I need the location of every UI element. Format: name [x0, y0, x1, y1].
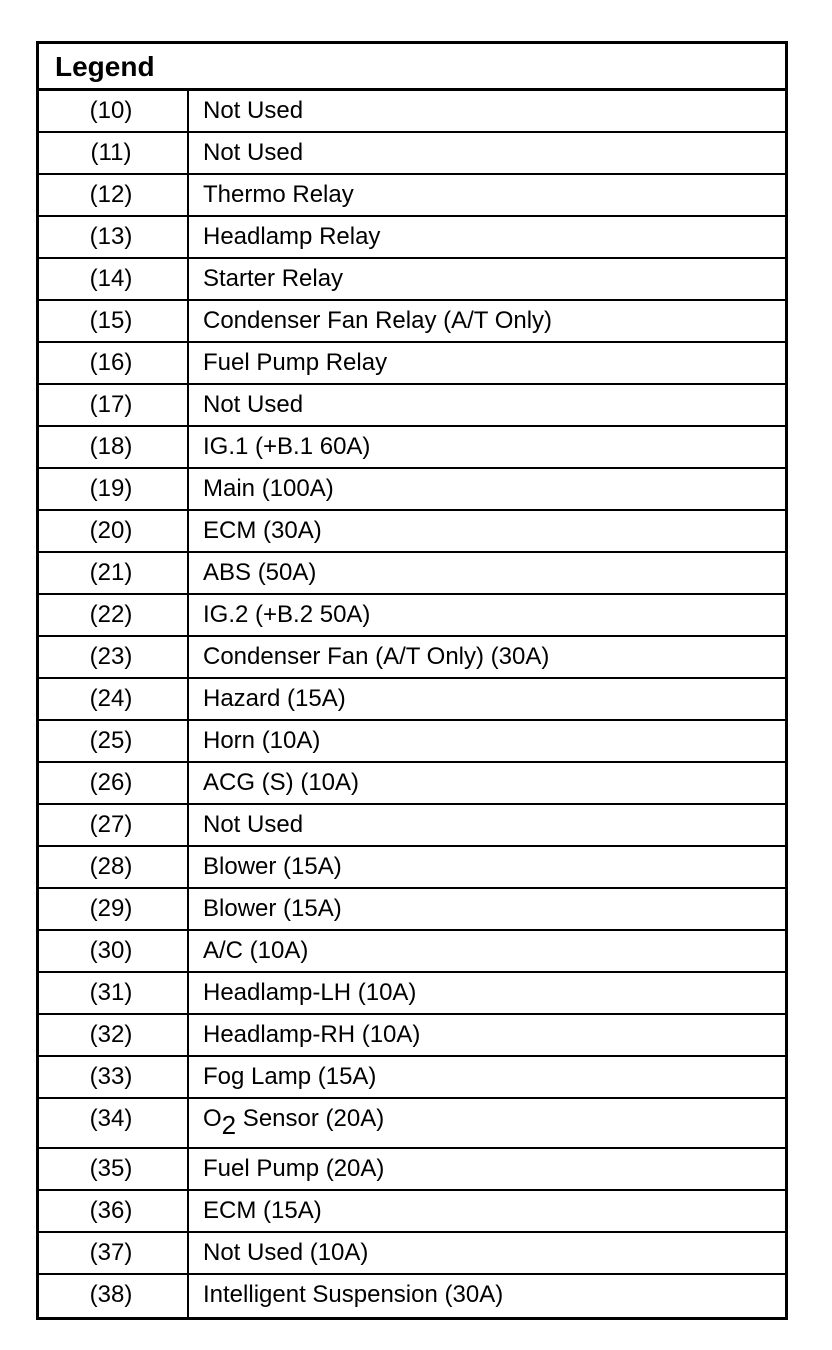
legend-row-description: Condenser Fan (A/T Only) (30A) [203, 643, 550, 670]
legend-row-number: (12) [39, 175, 189, 215]
legend-row-description: Not Used [203, 811, 304, 838]
legend-row-description: Hazard (15A) [203, 685, 346, 712]
legend-row [39, 973, 785, 1015]
legend-row-number: (29) [39, 889, 189, 929]
legend-row-description: Fog Lamp (15A) [203, 1063, 377, 1090]
legend-row-description: IG.2 (+B.2 50A) [203, 601, 371, 628]
legend-row-number: (24) [39, 679, 189, 719]
legend-row-description: Main (100A) [203, 475, 334, 502]
legend-row-number: (19) [39, 469, 189, 509]
legend-row-description: Intelligent Suspension (30A) [203, 1281, 504, 1308]
legend-row [39, 805, 785, 847]
legend-row [39, 469, 785, 511]
legend-row [39, 217, 785, 259]
legend-row-description [189, 1099, 785, 1147]
legend-row-number: (11) [39, 133, 189, 173]
legend-row-description: Blower (15A) [203, 895, 342, 922]
legend-row [39, 1057, 785, 1099]
legend-row [39, 763, 785, 805]
legend-row-description: Headlamp-LH (10A) [203, 979, 417, 1006]
legend-row-number: (23) [39, 637, 189, 677]
legend-row [39, 511, 785, 553]
legend-row [39, 175, 785, 217]
legend-row-number: (15) [39, 301, 189, 341]
legend-row [39, 91, 785, 133]
legend-row [39, 553, 785, 595]
description-subscript: 2 [221, 1110, 237, 1140]
legend-row-number: (20) [39, 511, 189, 551]
legend-row-description: Thermo Relay [203, 181, 354, 208]
legend-row-number: (18) [39, 427, 189, 467]
legend-row [39, 1099, 785, 1149]
legend-row-description: Not Used [203, 139, 304, 166]
legend-row-number: (36) [39, 1191, 189, 1231]
legend-row-number: (32) [39, 1015, 189, 1055]
legend-row-number: (16) [39, 343, 189, 383]
legend-row-description: Headlamp Relay [203, 223, 381, 250]
legend-row [39, 301, 785, 343]
legend-row-number: (37) [39, 1233, 189, 1273]
legend-row-description: Not Used [203, 391, 304, 418]
legend-row-number: (21) [39, 553, 189, 593]
legend-table [36, 41, 788, 1320]
legend-row-description: Not Used (10A) [203, 1239, 369, 1266]
legend-row-number: (17) [39, 385, 189, 425]
legend-row-description: ABS (50A) [203, 559, 317, 586]
legend-row-number: (22) [39, 595, 189, 635]
legend-row [39, 1015, 785, 1057]
legend-row-number: (31) [39, 973, 189, 1013]
legend-title: Legend [39, 44, 785, 91]
legend-row [39, 931, 785, 973]
legend-row [39, 637, 785, 679]
legend-row-description: Starter Relay [203, 265, 344, 292]
legend-row-number: (30) [39, 931, 189, 971]
legend-row-number: (28) [39, 847, 189, 887]
legend-row-number: (26) [39, 763, 189, 803]
legend-row-number: (35) [39, 1149, 189, 1189]
legend-rows [39, 91, 785, 1317]
legend-row [39, 889, 785, 931]
legend-row-description: IG.1 (+B.1 60A) [203, 433, 371, 460]
legend-row [39, 1275, 785, 1317]
legend-row-description: A/C (10A) [203, 937, 309, 964]
legend-row [39, 385, 785, 427]
legend-row-number: (33) [39, 1057, 189, 1097]
description-prefix: O [203, 1105, 222, 1132]
legend-row [39, 679, 785, 721]
legend-row [39, 343, 785, 385]
legend-row-description: Not Used [203, 97, 304, 124]
legend-row-number: (27) [39, 805, 189, 845]
legend-row-description: ECM (30A) [203, 517, 322, 544]
legend-row [39, 595, 785, 637]
legend-row [39, 1149, 785, 1191]
legend-row-description: Headlamp-RH (10A) [203, 1021, 421, 1048]
legend-row-number: (13) [39, 217, 189, 257]
legend-row-number: (38) [39, 1275, 189, 1317]
legend-row [39, 133, 785, 175]
legend-row [39, 847, 785, 889]
legend-row [39, 1191, 785, 1233]
legend-row-description: ECM (15A) [203, 1197, 322, 1224]
legend-row-number: (14) [39, 259, 189, 299]
legend-row-description: Horn (10A) [203, 727, 321, 754]
legend-row-description: Condenser Fan Relay (A/T Only) [203, 307, 553, 334]
legend-row-number: (34) [39, 1099, 189, 1147]
legend-row-description: Fuel Pump (20A) [203, 1155, 385, 1182]
legend-row-number: (25) [39, 721, 189, 761]
description-suffix: Sensor (20A) [236, 1105, 385, 1132]
legend-row-description: ACG (S) (10A) [203, 769, 360, 796]
legend-row [39, 721, 785, 763]
legend-row [39, 259, 785, 301]
legend-row-description: Blower (15A) [203, 853, 342, 880]
legend-row-description: Fuel Pump Relay [203, 349, 388, 376]
legend-row [39, 427, 785, 469]
legend-row [39, 1233, 785, 1275]
legend-row-number: (10) [39, 91, 189, 131]
